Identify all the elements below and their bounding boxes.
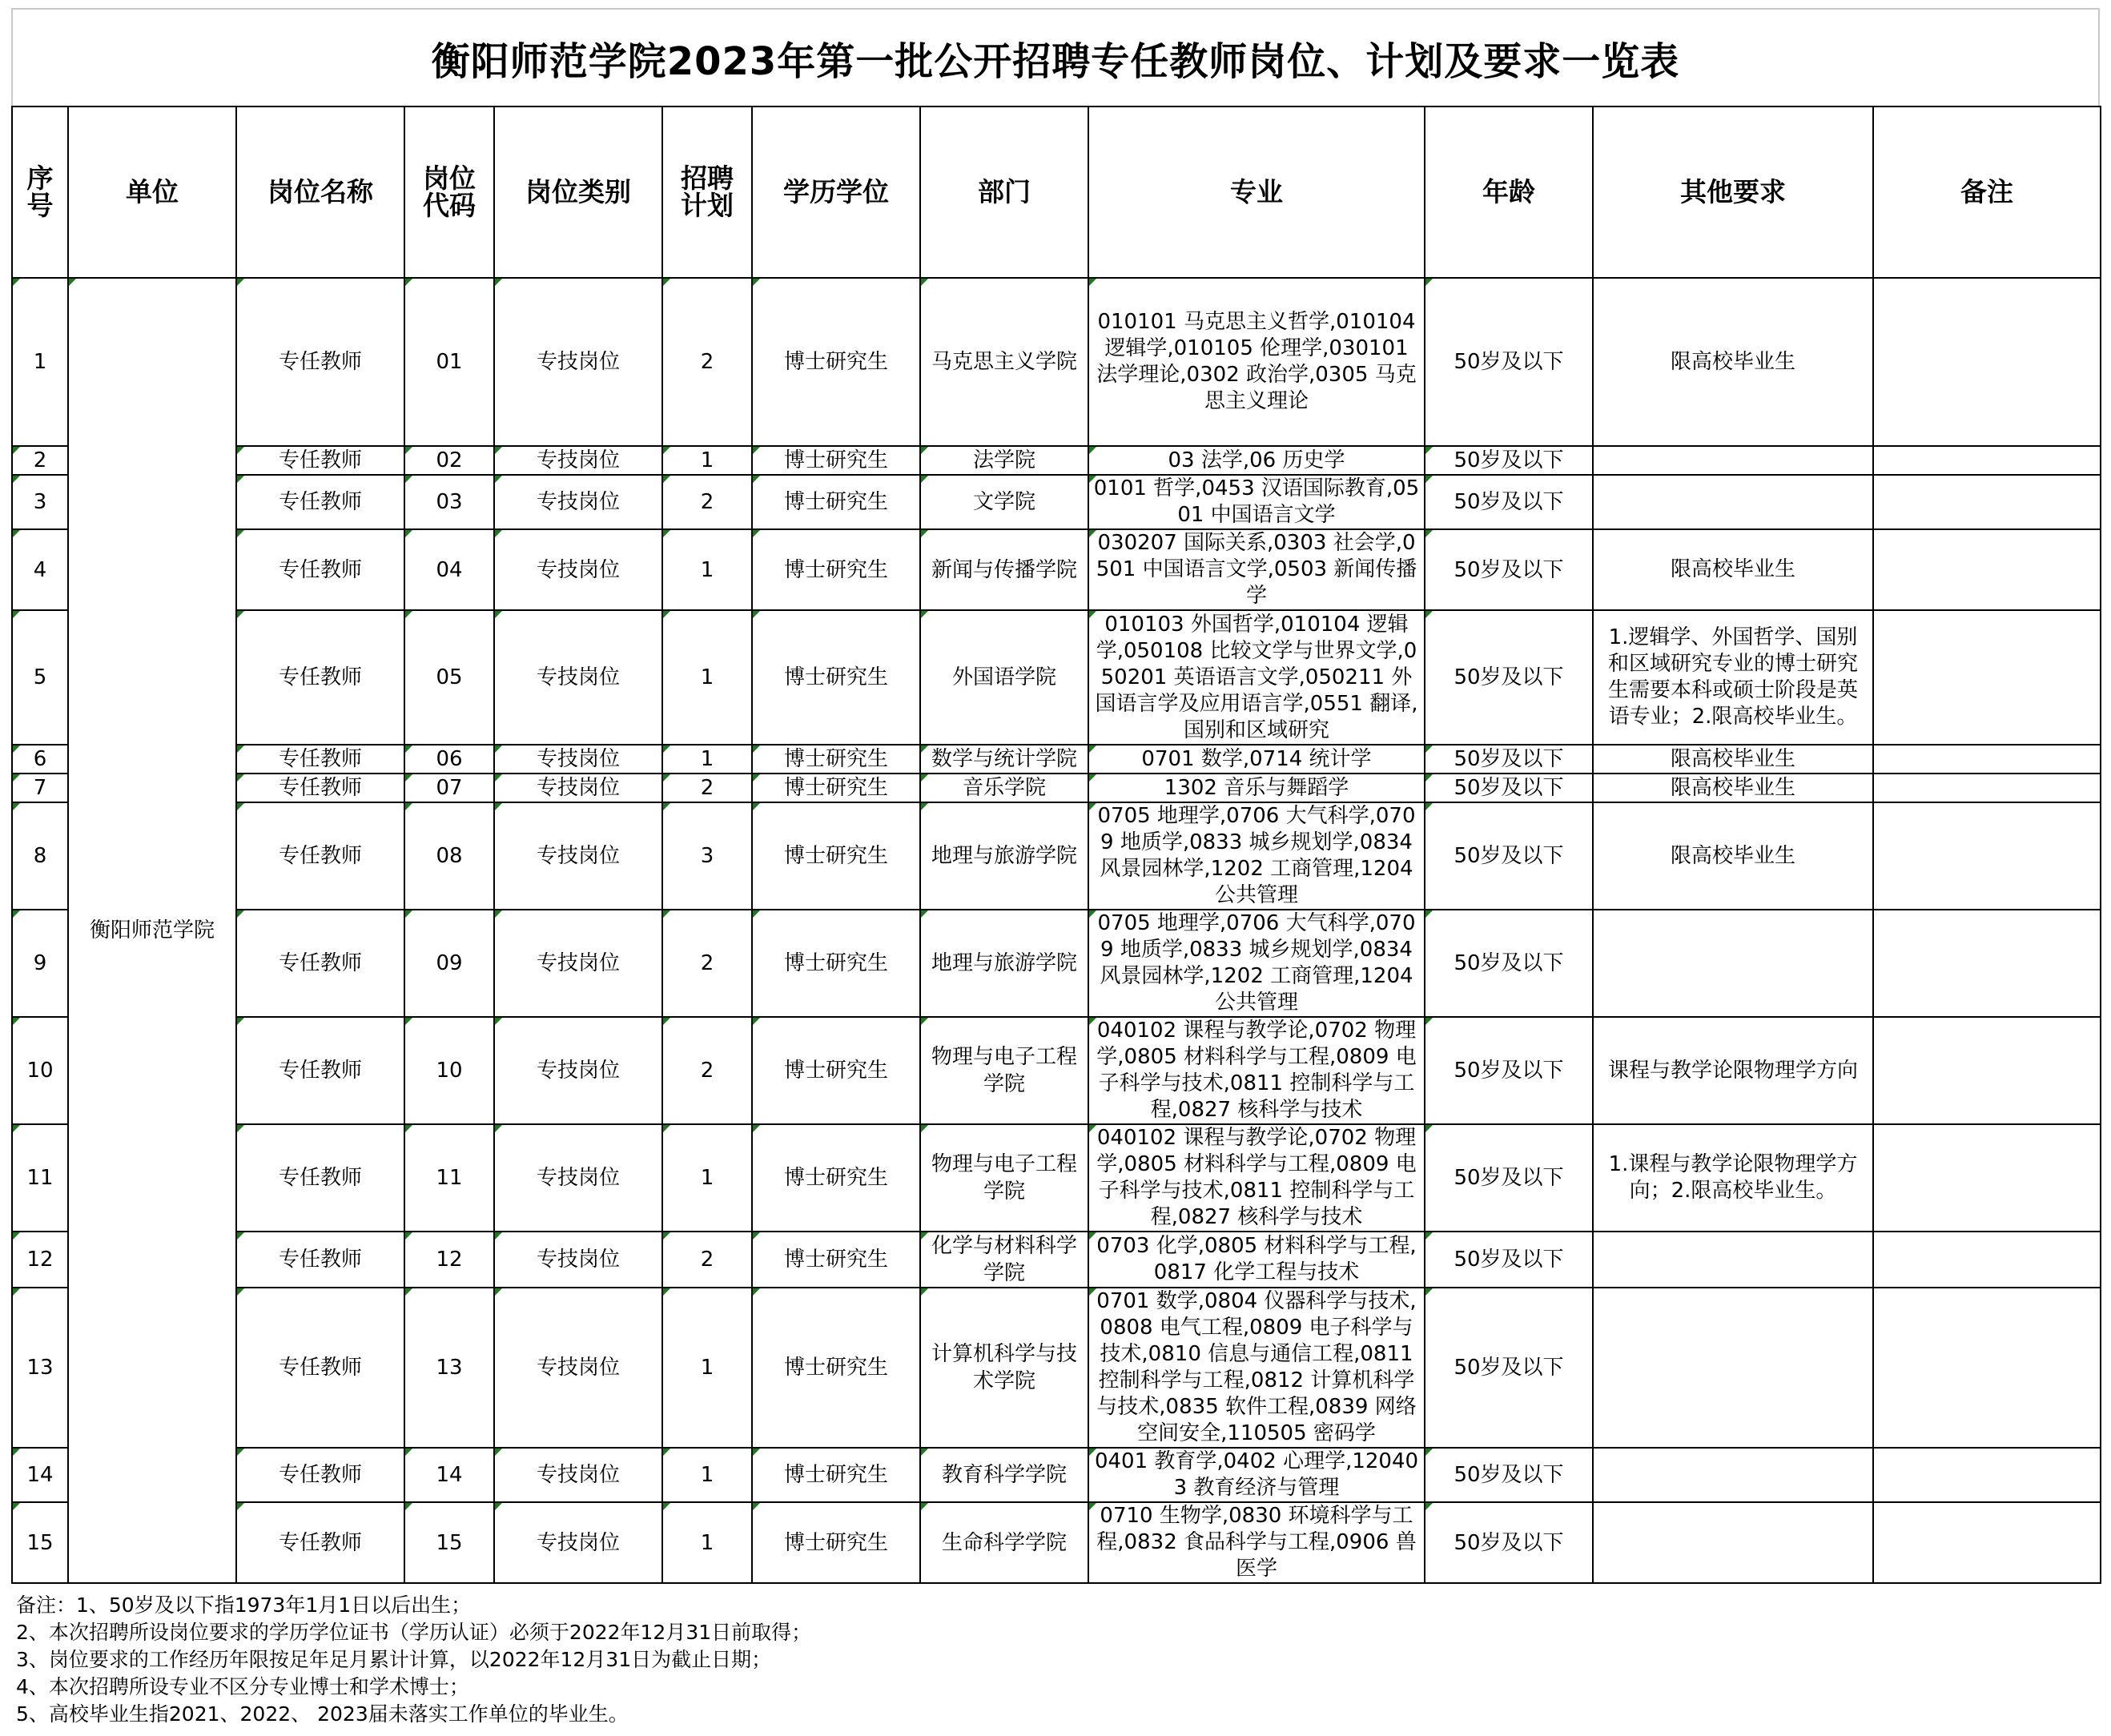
header-cell: 学历学位	[752, 106, 920, 278]
cell-major: 030207 国际关系,0303 社会学,0501 中国语言文学,0503 新闻传播学	[1088, 529, 1425, 610]
header-cell: 招聘计划	[662, 106, 752, 278]
cell-plan: 1	[662, 1124, 752, 1232]
cell-post-type: 专技岗位	[494, 910, 662, 1017]
cell-post-code: 04	[404, 529, 494, 610]
cell-plan: 2	[662, 475, 752, 529]
cell-post-type: 专技岗位	[494, 278, 662, 446]
cell-plan: 2	[662, 1017, 752, 1124]
cell-major: 1302 音乐与舞蹈学	[1088, 774, 1425, 802]
header-cell: 岗位名称	[236, 106, 404, 278]
cell-department: 教育科学学院	[920, 1448, 1088, 1502]
cell-age: 50岁及以下	[1425, 745, 1593, 774]
cell-post-name: 专任教师	[236, 1017, 404, 1124]
cell-major: 0703 化学,0805 材料科学与工程,0817 化学工程与技术	[1088, 1232, 1425, 1288]
cell-remark	[1873, 910, 2101, 1017]
cell-department: 音乐学院	[920, 774, 1088, 802]
cell-department: 物理与电子工程学院	[920, 1017, 1088, 1124]
table-row	[12, 529, 2101, 610]
footnotes	[11, 1584, 2100, 1728]
cell-degree: 博士研究生	[752, 475, 920, 529]
cell-department: 地理与旅游学院	[920, 910, 1088, 1017]
header-cell: 备注	[1873, 106, 2101, 278]
cell-degree: 博士研究生	[752, 1124, 920, 1232]
cell-other-requirements	[1593, 1502, 1873, 1583]
cell-department: 计算机科学与技术学院	[920, 1288, 1088, 1448]
cell-remark	[1873, 278, 2101, 446]
cell-post-type: 专技岗位	[494, 1017, 662, 1124]
cell-serial: 5	[12, 610, 68, 745]
cell-other-requirements	[1593, 1288, 1873, 1448]
cell-major: 0705 地理学,0706 大气科学,0709 地质学,0833 城乡规划学,0834 风景园林学,1202 工商管理,1204 公共管理	[1088, 802, 1425, 910]
cell-other-requirements: 1.课程与教学论限物理学方向；2.限高校毕业生。	[1593, 1124, 1873, 1232]
footnote-line: 4、本次招聘所设专业不区分专业博士和学术博士；	[16, 1675, 469, 1698]
cell-plan: 1	[662, 1502, 752, 1583]
cell-serial: 9	[12, 910, 68, 1017]
cell-degree: 博士研究生	[752, 1448, 920, 1502]
cell-remark	[1873, 1288, 2101, 1448]
cell-post-type: 专技岗位	[494, 1448, 662, 1502]
cell-plan: 2	[662, 1232, 752, 1288]
cell-post-code: 14	[404, 1448, 494, 1502]
table-row	[12, 910, 2101, 1017]
cell-department: 地理与旅游学院	[920, 802, 1088, 910]
cell-major: 040102 课程与教学论,0702 物理学,0805 材料科学与工程,0809 电子科学与技术,0811 控制科学与工程,0827 核科学与技术	[1088, 1124, 1425, 1232]
cell-plan: 1	[662, 1448, 752, 1502]
cell-plan: 2	[662, 910, 752, 1017]
cell-plan: 1	[662, 529, 752, 610]
cell-other-requirements	[1593, 446, 1873, 475]
cell-post-name: 专任教师	[236, 802, 404, 910]
cell-post-code: 11	[404, 1124, 494, 1232]
cell-post-code: 06	[404, 745, 494, 774]
cell-age: 50岁及以下	[1425, 610, 1593, 745]
cell-degree: 博士研究生	[752, 610, 920, 745]
footnote-line: 3、岗位要求的工作经历年限按足年足月累计计算，以2022年12月31日为截止日期；	[16, 1648, 772, 1671]
cell-major: 0401 教育学,0402 心理学,120403 教育经济与管理	[1088, 1448, 1425, 1502]
cell-age: 50岁及以下	[1425, 774, 1593, 802]
table-row	[12, 1017, 2101, 1124]
cell-post-type: 专技岗位	[494, 475, 662, 529]
cell-post-type: 专技岗位	[494, 745, 662, 774]
cell-post-type: 专技岗位	[494, 1288, 662, 1448]
cell-post-name: 专任教师	[236, 475, 404, 529]
cell-age: 50岁及以下	[1425, 910, 1593, 1017]
cell-plan: 2	[662, 278, 752, 446]
cell-serial: 14	[12, 1448, 68, 1502]
cell-other-requirements: 限高校毕业生	[1593, 745, 1873, 774]
cell-post-name: 专任教师	[236, 610, 404, 745]
header-cell: 岗位代码	[404, 106, 494, 278]
cell-other-requirements	[1593, 1232, 1873, 1288]
cell-department: 物理与电子工程学院	[920, 1124, 1088, 1232]
cell-age: 50岁及以下	[1425, 802, 1593, 910]
cell-post-name: 专任教师	[236, 278, 404, 446]
cell-plan: 1	[662, 610, 752, 745]
cell-other-requirements: 课程与教学论限物理学方向	[1593, 1017, 1873, 1124]
cell-major: 0101 哲学,0453 汉语国际教育,0501 中国语言文学	[1088, 475, 1425, 529]
cell-other-requirements: 限高校毕业生	[1593, 529, 1873, 610]
cell-post-code: 02	[404, 446, 494, 475]
table-row	[12, 802, 2101, 910]
cell-other-requirements: 限高校毕业生	[1593, 774, 1873, 802]
cell-department: 法学院	[920, 446, 1088, 475]
footnote-line: 5、高校毕业生指2021、2022、 2023届未落实工作单位的毕业生。	[16, 1702, 629, 1726]
table-row	[12, 1288, 2101, 1448]
cell-unit: 衡阳师范学院	[68, 278, 236, 1583]
header-row	[12, 106, 2101, 278]
cell-remark	[1873, 1124, 2101, 1232]
cell-post-name: 专任教师	[236, 1288, 404, 1448]
cell-post-type: 专技岗位	[494, 610, 662, 745]
cell-age: 50岁及以下	[1425, 446, 1593, 475]
cell-plan: 1	[662, 1288, 752, 1448]
table-row	[12, 1124, 2101, 1232]
cell-other-requirements: 限高校毕业生	[1593, 802, 1873, 910]
cell-post-code: 09	[404, 910, 494, 1017]
cell-post-name: 专任教师	[236, 1502, 404, 1583]
header-cell: 专业	[1088, 106, 1425, 278]
cell-age: 50岁及以下	[1425, 1232, 1593, 1288]
header-cell: 序号	[12, 106, 68, 278]
cell-degree: 博士研究生	[752, 1502, 920, 1583]
cell-other-requirements	[1593, 910, 1873, 1017]
cell-serial: 11	[12, 1124, 68, 1232]
cell-serial: 2	[12, 446, 68, 475]
cell-major: 0701 数学,0714 统计学	[1088, 745, 1425, 774]
cell-department: 化学与材料科学学院	[920, 1232, 1088, 1288]
table-row	[12, 475, 2101, 529]
cell-serial: 13	[12, 1288, 68, 1448]
footnote-line: 备注：1、50岁及以下指1973年1月1日以后出生；	[16, 1593, 472, 1617]
cell-major: 0710 生物学,0830 环境科学与工程,0832 食品科学与工程,0906 兽医学	[1088, 1502, 1425, 1583]
cell-degree: 博士研究生	[752, 1232, 920, 1288]
cell-remark	[1873, 1232, 2101, 1288]
cell-degree: 博士研究生	[752, 1017, 920, 1124]
cell-post-code: 10	[404, 1017, 494, 1124]
cell-degree: 博士研究生	[752, 774, 920, 802]
table-row	[12, 446, 2101, 475]
cell-major: 010101 马克思主义哲学,010104 逻辑学,010105 伦理学,030101 法学理论,0302 政治学,0305 马克思主义理论	[1088, 278, 1425, 446]
cell-degree: 博士研究生	[752, 745, 920, 774]
cell-post-type: 专技岗位	[494, 1502, 662, 1583]
sheet-title: 衡阳师范学院2023年第一批公开招聘专任教师岗位、计划及要求一览表	[11, 8, 2100, 106]
cell-degree: 博士研究生	[752, 910, 920, 1017]
cell-post-type: 专技岗位	[494, 446, 662, 475]
cell-department: 马克思主义学院	[920, 278, 1088, 446]
cell-plan: 2	[662, 774, 752, 802]
cell-serial: 1	[12, 278, 68, 446]
cell-serial: 10	[12, 1017, 68, 1124]
cell-plan: 3	[662, 802, 752, 910]
cell-age: 50岁及以下	[1425, 278, 1593, 446]
cell-post-type: 专技岗位	[494, 1124, 662, 1232]
cell-plan: 1	[662, 745, 752, 774]
cell-major: 0701 数学,0804 仪器科学与技术,0808 电气工程,0809 电子科学与技术,0810 信息与通信工程,0811 控制科学与工程,0812 计算机科学与技术,0835 软件工程,0839 网络空间安全,110505 密码学	[1088, 1288, 1425, 1448]
header-cell: 年龄	[1425, 106, 1593, 278]
header-cell: 部门	[920, 106, 1088, 278]
cell-post-type: 专技岗位	[494, 529, 662, 610]
cell-degree: 博士研究生	[752, 446, 920, 475]
recruitment-sheet	[11, 8, 2100, 1728]
cell-department: 外国语学院	[920, 610, 1088, 745]
cell-serial: 6	[12, 745, 68, 774]
header-cell: 其他要求	[1593, 106, 1873, 278]
cell-major: 03 法学,06 历史学	[1088, 446, 1425, 475]
cell-post-type: 专技岗位	[494, 1232, 662, 1288]
cell-serial: 8	[12, 802, 68, 910]
cell-major: 040102 课程与教学论,0702 物理学,0805 材料科学与工程,0809 电子科学与技术,0811 控制科学与工程,0827 核科学与技术	[1088, 1017, 1425, 1124]
table-row	[12, 1502, 2101, 1583]
cell-other-requirements	[1593, 475, 1873, 529]
cell-other-requirements: 1.逻辑学、外国哲学、国别和区域研究专业的博士研究生需要本科或硕士阶段是英语专业；2.限高校毕业生。	[1593, 610, 1873, 745]
cell-other-requirements: 限高校毕业生	[1593, 278, 1873, 446]
table-row	[12, 1448, 2101, 1502]
cell-department: 生命科学学院	[920, 1502, 1088, 1583]
cell-age: 50岁及以下	[1425, 1124, 1593, 1232]
cell-age: 50岁及以下	[1425, 1017, 1593, 1124]
cell-post-code: 01	[404, 278, 494, 446]
cell-department: 数学与统计学院	[920, 745, 1088, 774]
cell-degree: 博士研究生	[752, 278, 920, 446]
cell-age: 50岁及以下	[1425, 1288, 1593, 1448]
positions-table	[11, 106, 2101, 1584]
cell-remark	[1873, 1017, 2101, 1124]
cell-post-name: 专任教师	[236, 910, 404, 1017]
table-row	[12, 610, 2101, 745]
footnote-line: 2、本次招聘所设岗位要求的学历学位证书（学历认证）必须于2022年12月31日前取得；	[16, 1621, 812, 1644]
cell-remark	[1873, 745, 2101, 774]
cell-department: 新闻与传播学院	[920, 529, 1088, 610]
cell-post-code: 15	[404, 1502, 494, 1583]
cell-serial: 4	[12, 529, 68, 610]
cell-other-requirements	[1593, 1448, 1873, 1502]
cell-post-name: 专任教师	[236, 1232, 404, 1288]
cell-age: 50岁及以下	[1425, 475, 1593, 529]
cell-age: 50岁及以下	[1425, 1448, 1593, 1502]
cell-major: 010103 外国哲学,010104 逻辑学,050108 比较文学与世界文学,050201 英语语言文学,050211 外国语言学及应用语言学,0551 翻译,国别和区域研究	[1088, 610, 1425, 745]
cell-post-code: 13	[404, 1288, 494, 1448]
cell-serial: 3	[12, 475, 68, 529]
cell-post-name: 专任教师	[236, 1448, 404, 1502]
cell-post-name: 专任教师	[236, 745, 404, 774]
cell-post-code: 05	[404, 610, 494, 745]
cell-post-name: 专任教师	[236, 446, 404, 475]
cell-post-code: 07	[404, 774, 494, 802]
cell-remark	[1873, 1502, 2101, 1583]
table-row	[12, 774, 2101, 802]
cell-post-code: 03	[404, 475, 494, 529]
cell-remark	[1873, 610, 2101, 745]
cell-degree: 博士研究生	[752, 802, 920, 910]
table-row	[12, 278, 2101, 446]
cell-post-type: 专技岗位	[494, 802, 662, 910]
cell-post-code: 12	[404, 1232, 494, 1288]
cell-post-name: 专任教师	[236, 1124, 404, 1232]
cell-remark	[1873, 1448, 2101, 1502]
cell-remark	[1873, 446, 2101, 475]
cell-age: 50岁及以下	[1425, 1502, 1593, 1583]
cell-degree: 博士研究生	[752, 1288, 920, 1448]
cell-degree: 博士研究生	[752, 529, 920, 610]
cell-age: 50岁及以下	[1425, 529, 1593, 610]
cell-post-code: 08	[404, 802, 494, 910]
table-row	[12, 745, 2101, 774]
cell-serial: 12	[12, 1232, 68, 1288]
cell-serial: 7	[12, 774, 68, 802]
header-cell: 岗位类别	[494, 106, 662, 278]
header-cell: 单位	[68, 106, 236, 278]
cell-remark	[1873, 475, 2101, 529]
cell-serial: 15	[12, 1502, 68, 1583]
table-row	[12, 1232, 2101, 1288]
cell-remark	[1873, 529, 2101, 610]
cell-post-name: 专任教师	[236, 529, 404, 610]
cell-department: 文学院	[920, 475, 1088, 529]
cell-post-name: 专任教师	[236, 774, 404, 802]
cell-remark	[1873, 774, 2101, 802]
cell-plan: 1	[662, 446, 752, 475]
cell-post-type: 专技岗位	[494, 774, 662, 802]
cell-major: 0705 地理学,0706 大气科学,0709 地质学,0833 城乡规划学,0834 风景园林学,1202 工商管理,1204 公共管理	[1088, 910, 1425, 1017]
cell-remark	[1873, 802, 2101, 910]
